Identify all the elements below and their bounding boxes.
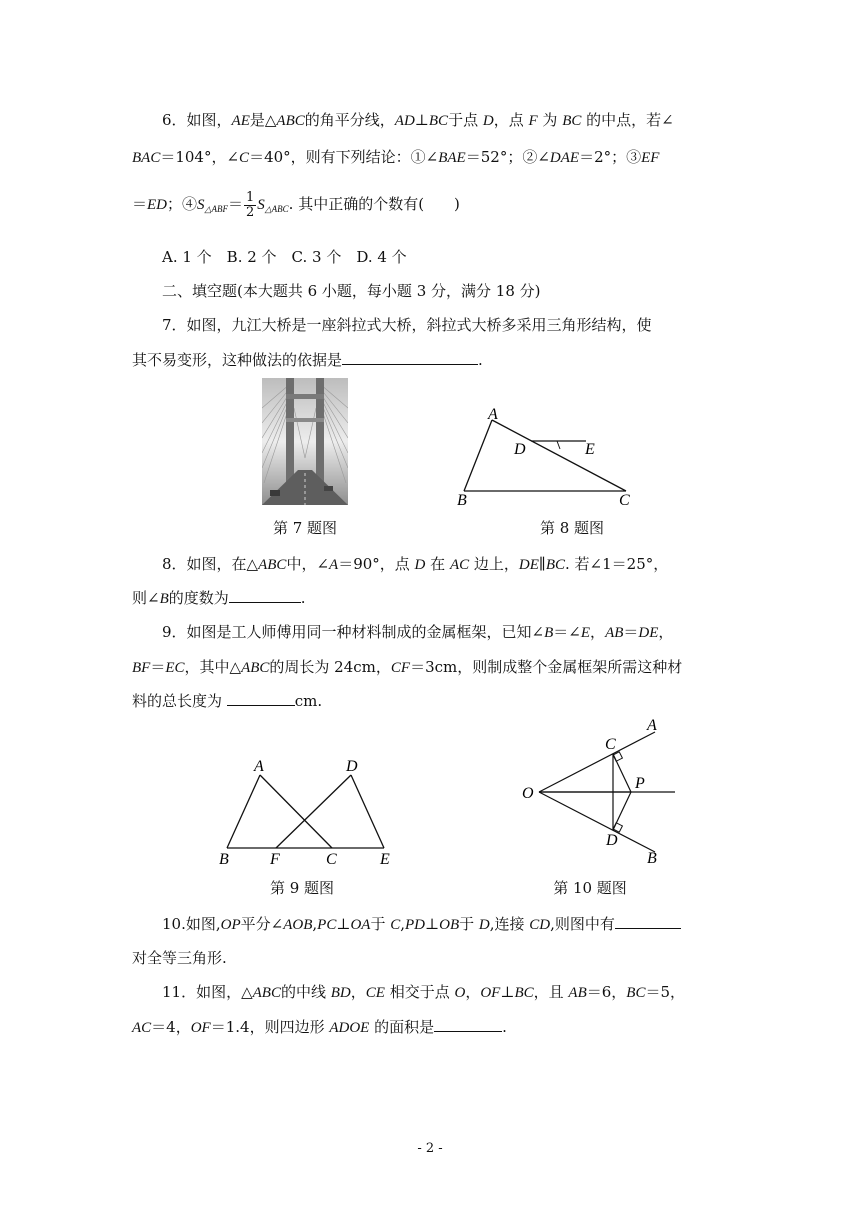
caption-figure-10: 第 10 题图: [553, 879, 627, 897]
q10-line2: 对全等三角形.: [132, 949, 227, 967]
label-F: F: [270, 851, 280, 868]
q6-line3: ＝ED；$④S_{\triangle ABF}=$ $\frac{1}{2}$ $S_{\triangle ABC}$. 其中正确的个数有( ): [132, 189, 460, 220]
label-C: C: [326, 851, 337, 868]
label-B: B: [647, 850, 657, 867]
q9-line1: 9．如图是工人师傅用同一种材料制成的金属框架，已知∠B＝∠E，AB＝DE，: [162, 623, 674, 641]
label-A: A: [488, 406, 498, 423]
label-A: A: [254, 758, 264, 775]
q9-line3: 料的总长度为 cm.: [132, 692, 323, 710]
q11-line2: AC＝4，OF＝1.4，则四边形 ADOE 的面积是 .: [132, 1018, 507, 1036]
label-O: O: [522, 785, 534, 802]
label-B: B: [457, 492, 467, 509]
label-P: P: [635, 775, 645, 792]
q7-line1: 7．如图，九江大桥是一座斜拉式大桥，斜拉式大桥多采用三角形结构，使: [162, 316, 652, 334]
answer-blank-q11[interactable]: [434, 1017, 502, 1032]
caption-figure-8: 第 8 题图: [539, 519, 605, 537]
fraction-one-half: $\frac{1}{2}$: [245, 189, 255, 220]
label-B: B: [219, 851, 229, 868]
answer-blank-q7[interactable]: [342, 350, 478, 365]
figure-9-frame: [212, 752, 402, 868]
answer-blank-q8[interactable]: [229, 588, 301, 603]
figure-8-triangle: [448, 405, 648, 513]
answer-blank-q9[interactable]: [227, 691, 295, 706]
figure-10-angle-bisector: [517, 712, 677, 870]
q10-line1: 10.如图,OP平分∠AOB,PC⊥OA于 C,PD⊥OB于 D,连接 CD,则图中有: [132, 907, 732, 942]
label-D: D: [514, 441, 526, 458]
page-number: - 2 -: [417, 1141, 443, 1156]
q7-line2: 其不易变形，这种做法的依据是 .: [132, 351, 483, 369]
label-D: D: [346, 758, 358, 775]
q6-line2: BAC＝104°，∠C＝40°，则有下列结论：①∠BAE＝52°；②∠DAE＝2°；③EF: [132, 148, 660, 166]
caption-figure-9: 第 9 题图: [269, 879, 335, 897]
q11-line1: 11．如图，△ABC的中线 BD，CE 相交于点 O，OF⊥BC，且 AB＝6，BC＝5，: [162, 983, 685, 1001]
label-E: E: [380, 851, 390, 868]
q8-line1: 8．如图，在△ABC中，∠A＝90°，点 D 在 AC 边上，DE∥BC. 若∠1＝25°，: [162, 555, 669, 573]
label-D: D: [606, 832, 618, 849]
q6-line1: 6．如图，AE是△ABC的角平分线，AD⊥BC于点 D，点 F 为 BC 的中点，若∠: [162, 111, 674, 129]
section-heading-fill-blank: 二、填空题(本大题共 6 小题，每小题 3 分，满分 18 分): [162, 282, 541, 300]
q8-line2: 则∠B的度数为 .: [132, 589, 306, 607]
q9-line2: BF＝EC，其中△ABC的周长为 24cm，CF＝3cm，则制成整个金属框架所需这种材: [132, 658, 683, 676]
label-C: C: [619, 492, 630, 509]
answer-blank-q10[interactable]: [615, 914, 681, 929]
label-C: C: [605, 736, 616, 753]
label-A: A: [647, 717, 657, 734]
caption-figure-7: 第 7 题图: [272, 519, 338, 537]
q6-options: A. 1 个 B. 2 个 C. 3 个 D. 4 个: [162, 248, 407, 266]
bridge-photo: [262, 378, 348, 505]
label-E: E: [585, 441, 595, 458]
